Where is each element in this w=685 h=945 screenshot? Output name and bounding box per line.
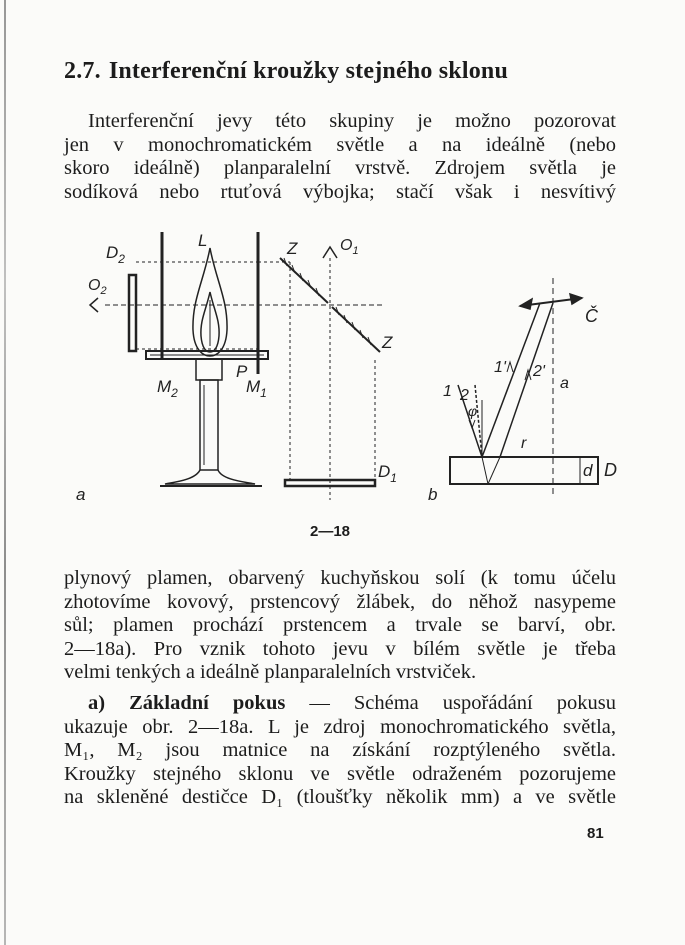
text-line: a) Základní pokus — Schéma uspořádání pokusu bbox=[88, 692, 616, 714]
label-o1: $O_1$ bbox=[340, 237, 359, 257]
figure-caption: 2—18 bbox=[310, 523, 351, 540]
label-a-dist: a bbox=[560, 375, 569, 392]
text-line: plynový plamen, obarvený kuchyňskou solí (k tomu účelu bbox=[64, 567, 616, 589]
label-ray-2: 2 bbox=[460, 387, 469, 404]
label-l: L bbox=[198, 231, 208, 250]
text-line: skoro ideálně) planparalelní vrstvě. Zdrojem světla je bbox=[64, 157, 616, 179]
label-d: d bbox=[583, 461, 593, 480]
label-ray-1: 1 bbox=[443, 383, 452, 400]
paragraph-continued bbox=[64, 567, 616, 685]
label-z-mid: Z bbox=[382, 333, 393, 352]
label-d2: $D_2$ bbox=[106, 243, 125, 266]
text-line: jen v monochromatickém světle a na ideálně (nebo bbox=[64, 133, 616, 156]
text-line: M₁, M₂ jsou matnice na získání rozptýleného světla. bbox=[64, 739, 616, 761]
text-line: sodíková nebo rtuťová výbojka; stačí však i nesvítivý bbox=[64, 180, 616, 203]
label-r: r bbox=[521, 435, 527, 452]
ray-2p bbox=[500, 303, 553, 457]
label-phi: φ bbox=[468, 403, 478, 419]
text-line: 2—18a). Pro vznik tohoto jevu v bílém světle je třeba bbox=[64, 637, 616, 660]
section-title: Interferenční kroužky stejného sklonu bbox=[108, 58, 509, 84]
label-ray-2p: 2' bbox=[533, 363, 545, 380]
burner bbox=[146, 351, 268, 486]
label-plate-d: D bbox=[604, 460, 617, 480]
splitter-z-bottom bbox=[332, 307, 380, 352]
section-number: 2.7. bbox=[64, 58, 101, 84]
text-line: Interferenční jevy této skupiny je možno pozorovat bbox=[88, 110, 616, 132]
label-ray-1p: 1' bbox=[494, 359, 506, 376]
text-line: na skleněné destičce D₁ (tloušťky několik mm) a ve světle bbox=[64, 786, 616, 808]
paragraph-basic-experiment bbox=[64, 692, 616, 810]
text-line: zhotovíme kovový, prstencový žlábek, do něhož nasypeme bbox=[64, 590, 616, 613]
flame bbox=[193, 248, 227, 356]
label-panel-b: b bbox=[428, 485, 438, 504]
page-number: 81 bbox=[587, 825, 604, 842]
label-eye: Č bbox=[585, 306, 598, 326]
ray-1p bbox=[482, 303, 540, 457]
splitter-z-top bbox=[280, 258, 328, 303]
label-m1: $M_1$ bbox=[246, 377, 267, 400]
text-line: Kroužky stejného sklonu ve světle odraženém pozorujeme bbox=[64, 762, 616, 785]
eye-o1 bbox=[323, 247, 337, 258]
plate-d bbox=[450, 457, 598, 484]
label-p: P bbox=[236, 362, 248, 381]
text-line: sůl; plamen prochází prstencem a trvale se barví, obr. bbox=[64, 614, 616, 636]
eye-o2 bbox=[90, 298, 98, 312]
text-line: velmi tenkých a ideálně planparalelních vrstviček. bbox=[64, 661, 477, 683]
label-d1: $D_1$ bbox=[378, 462, 397, 485]
subsection-lead: a) Základní pokus bbox=[88, 692, 286, 714]
text-line: ukazuje obr. 2—18a. L je zdroj monochromatického světla, bbox=[64, 715, 616, 738]
label-m2: $M_2$ bbox=[157, 377, 178, 400]
label-o2: $O_2$ bbox=[88, 277, 107, 297]
label-panel-a: a bbox=[76, 485, 86, 504]
label-z-top: Z bbox=[287, 239, 298, 258]
plate-d2 bbox=[129, 275, 136, 351]
